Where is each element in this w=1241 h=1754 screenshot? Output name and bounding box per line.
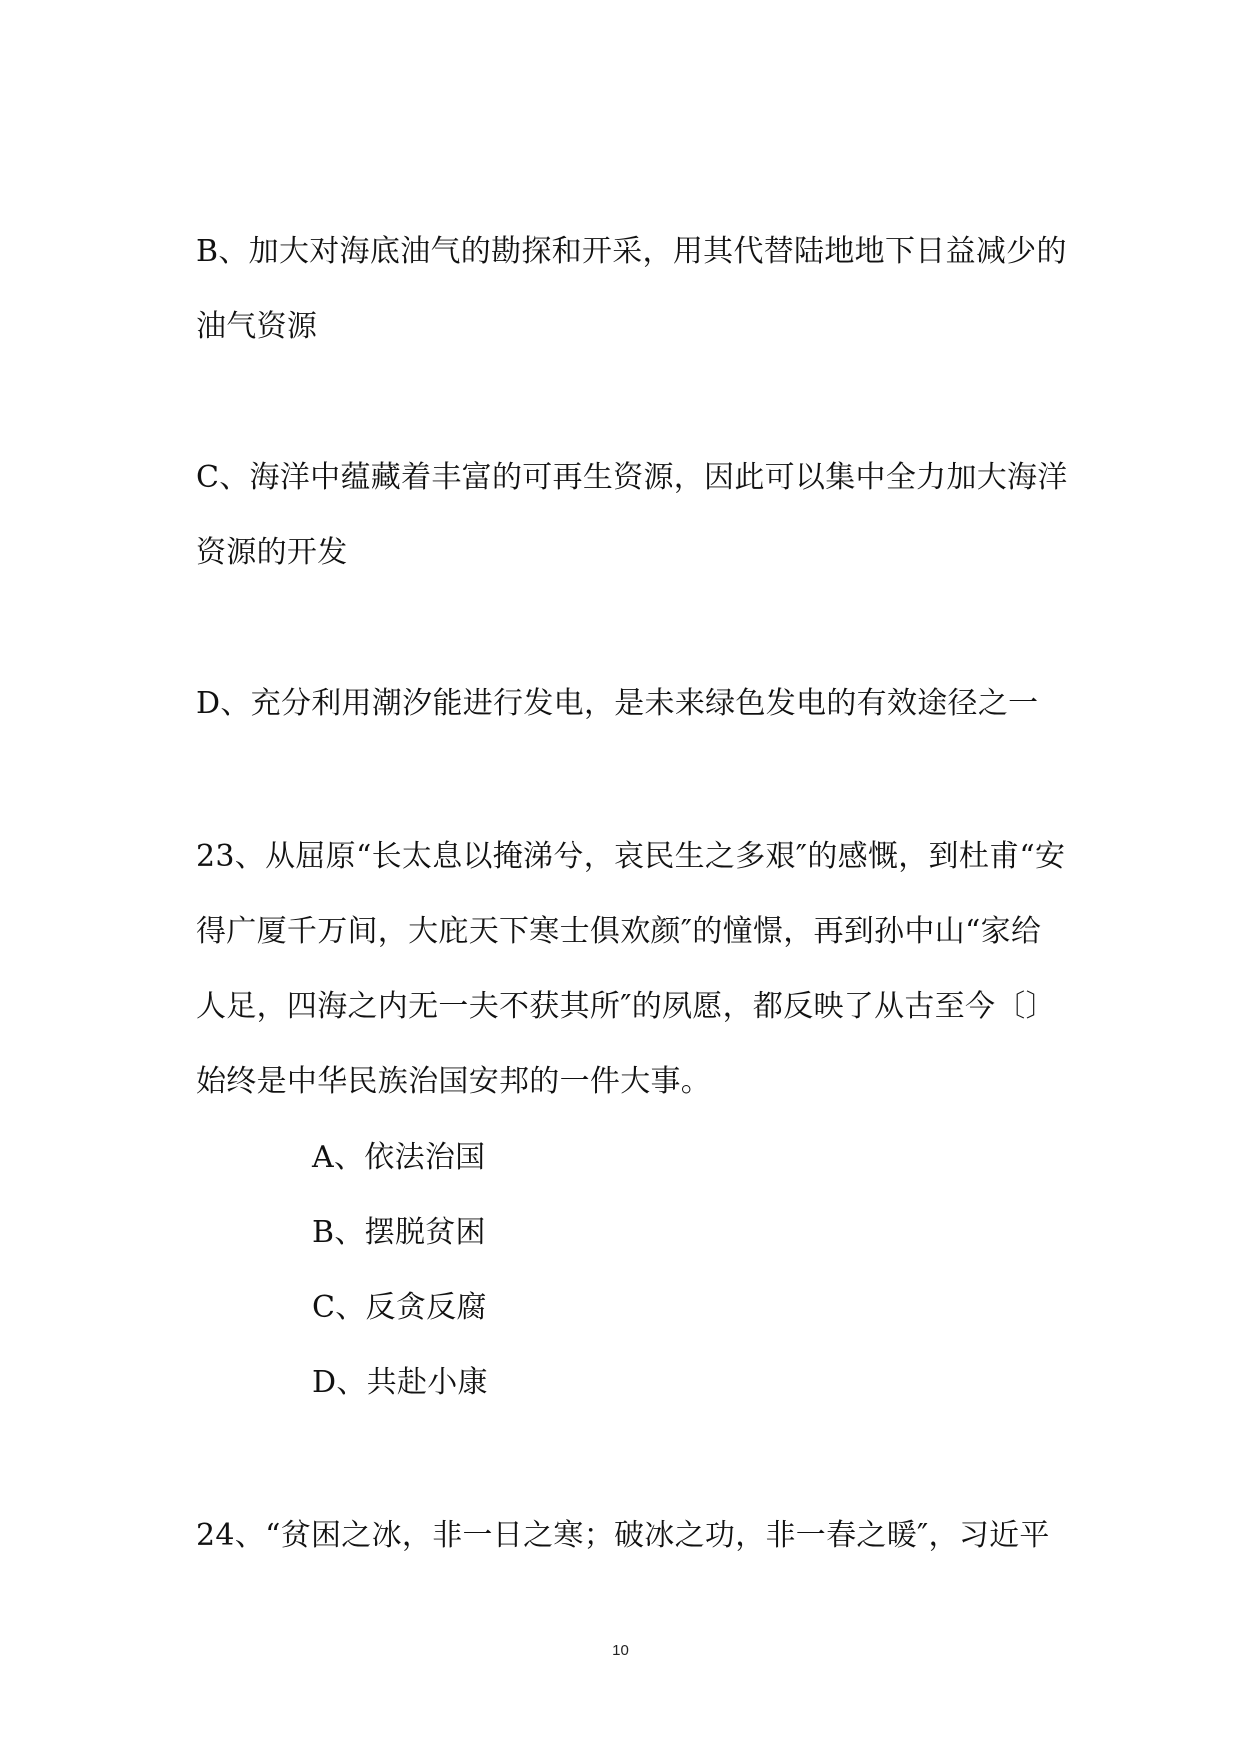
q22-option-c-line2: 资源的开发 — [196, 535, 348, 570]
q23-option-c: C、反贪反腐 — [312, 1290, 487, 1325]
q22-option-b-line2: 油气资源 — [196, 309, 318, 344]
q23-stem-line2: 得广厦千万间，大庇天下寒士俱欢颜″的憧憬，再到孙中山“家给 — [196, 914, 1042, 949]
q24-stem-line1: 24、“贫困之冰，非一日之寒；破冰之功，非一春之暖″，习近平 — [196, 1518, 1050, 1553]
q23-stem-line3: 人足，四海之内无一夫不获其所″的夙愿，都反映了从古至今〔〕 — [196, 989, 1056, 1024]
q22-option-d-line1: D、充分利用潮汐能进行发电，是未来绿色发电的有效途径之一 — [196, 686, 1039, 721]
q23-stem-line4: 始终是中华民族治国安邦的一件大事。 — [196, 1064, 712, 1099]
page-number: 10 — [612, 1642, 629, 1659]
q22-option-c-line1: C、海洋中蕴藏着丰富的可再生资源，因此可以集中全力加大海洋 — [196, 460, 1068, 495]
q23-option-b: B、摆脱贫困 — [312, 1215, 486, 1250]
q23-option-a: A、依法治国 — [312, 1140, 486, 1175]
q23-option-d: D、共赴小康 — [312, 1365, 488, 1400]
q23-stem-line1: 23、从屈原“长太息以掩涕兮，哀民生之多艰″的感慨，到杜甫“安 — [196, 839, 1066, 874]
q22-option-b-line1: B、加大对海底油气的勘探和开采，用其代替陆地地下日益减少的 — [196, 234, 1067, 269]
